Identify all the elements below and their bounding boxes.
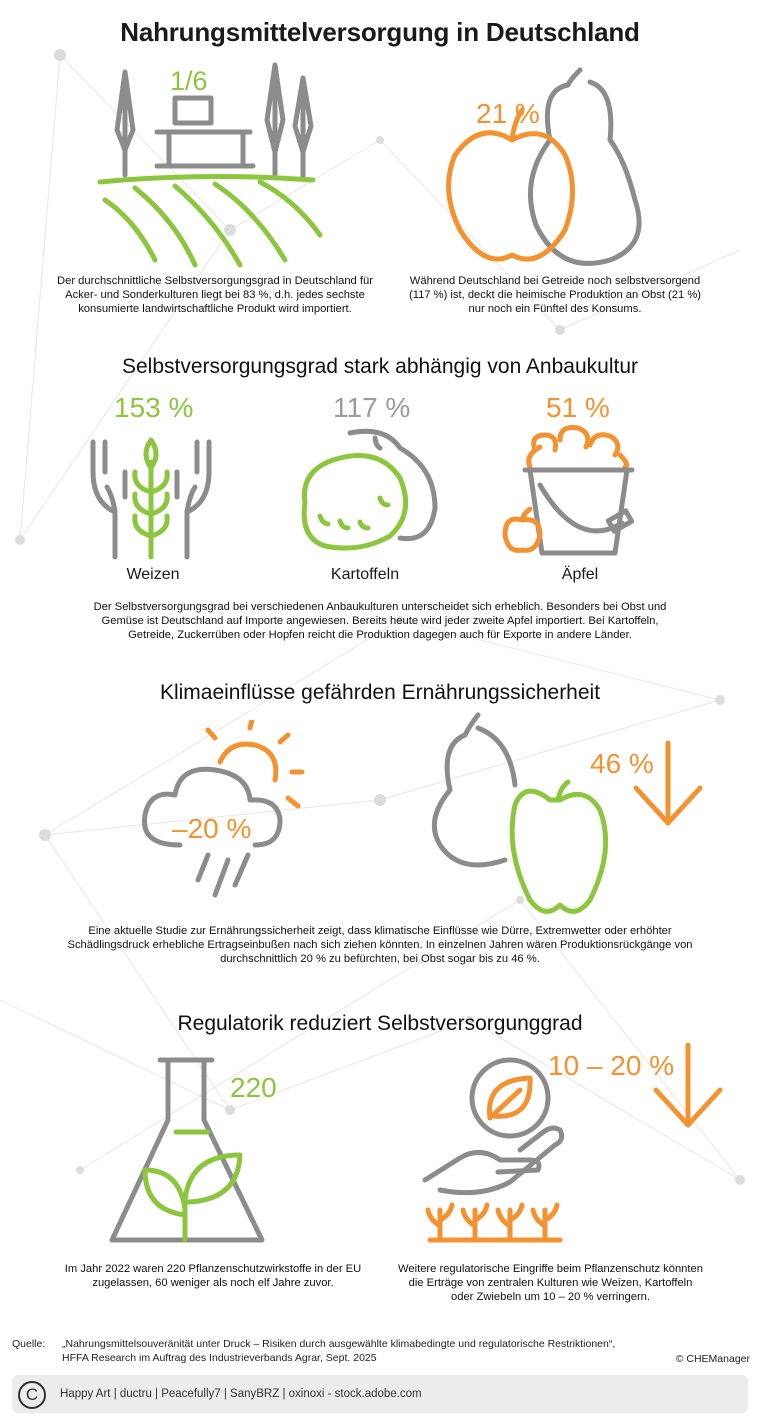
source-label: Quelle:	[12, 1338, 46, 1350]
wheat-icon	[85, 432, 220, 562]
down-arrow-icon-2	[648, 1040, 728, 1135]
source-line-1: „Nahrungsmittelsouveränität unter Druck – Risiken durch ausgewählte klimabedingte und regulatorische Restriktionen“,	[62, 1338, 616, 1350]
down-arrow-icon	[628, 738, 708, 833]
section3-text: Eine aktuelle Studie zur Ernährungssicherheit zeigt, dass klimatische Einflüsse wie Dürre, Extremwetter oder erhöhter Schädlingsdruck erhebliche Ertragseinbußen nach sich ziehen könnten. In einzelnen Jahren wären Produktionsrückgänge von durchschnittlich 20 % zu befürchten, bei Obst sogar bis zu 46 %.	[67, 925, 693, 965]
section4-heading: Regulatorik reduziert Selbstversorgunggrad	[177, 1012, 583, 1035]
potato-icon	[290, 428, 440, 558]
section1-left-text: Der durchschnittliche Selbstversorgungsgrad in Deutschland für Acker- und Sonderkulturen liegt bei 83 %, d.h. jedes sechste konsumierte landwirtschaftliche Produkt wird importiert.	[57, 275, 373, 315]
apple-value: 51 %	[546, 392, 610, 423]
section3-heading: Klimaeinflüsse gefährden Ernährungssicherheit	[159, 681, 601, 704]
source-line-2: HFFA Research im Auftrag des Industrieverbands Agrar, Sept. 2025	[62, 1352, 377, 1364]
fruit-coverage-value: 21 %	[476, 98, 540, 129]
wheat-value: 153 %	[114, 392, 194, 423]
fruit-loss-value: 46 %	[590, 748, 654, 779]
section4-right-text: Weitere regulatorische Eingriffe beim Pflanzenschutz könnten die Erträge von zentralen Kulturen wie Weizen, Kartoffeln oder Zwiebeln um 10 – 20 % verringern.	[398, 1263, 703, 1303]
climate-loss-value: –20 %	[172, 813, 252, 844]
page-title: Nahrungsmittelversorgung in Deutschland	[120, 17, 640, 47]
apple-pear-icon	[440, 60, 650, 275]
potato-label: Kartoffeln	[330, 566, 400, 583]
section2-heading: Selbstversorgungsgrad stark abhängig von Anbaukultur	[122, 355, 638, 378]
farm-field-icon	[95, 60, 335, 275]
pear-apple-icon	[420, 710, 620, 920]
copyright-icon: C	[18, 1381, 46, 1409]
import-share-value: 1/6	[170, 66, 208, 96]
copyright-notice: © CHEManager	[675, 1353, 750, 1365]
section1-right-text: Während Deutschland bei Getreide noch selbstversorgend (117 %) ist, deckt die heimische Produktion an Obst (21 %) nur noch ein Fünftel des Konsums.	[408, 275, 702, 315]
section2-text: Der Selbstversorgungsgrad bei verschiedenen Anbaukulturen unterscheidet sich erheblich. Besonders bei Obst und Gemüse ist Deutschland auf Importe angewiesen. Bereits heute wird jeder zweite Apfel importiert. Bei Kartoffeln, Getreide, Zuckerrüben oder Hopfen reicht die Produktion dagegen auch für Exporte in andere Länder.	[93, 601, 667, 641]
section4-left-text: Im Jahr 2022 waren 220 Pflanzenschutzwirkstoffe in der EU zugelassen, 60 weniger als noch elf Jahre zuvor.	[64, 1263, 362, 1289]
apple-label: Äpfel	[561, 566, 599, 583]
active-substances-value: 220	[230, 1072, 277, 1103]
apple-bucket-icon	[500, 425, 645, 565]
wheat-label: Weizen	[126, 566, 180, 583]
image-credits: Happy Art | ductru | Peacefully7 | SanyBRZ | oxinoxi - stock.adobe.com	[60, 1388, 422, 1400]
potato-value: 117 %	[333, 392, 411, 423]
yield-loss-value: 10 – 20 %	[548, 1050, 675, 1081]
